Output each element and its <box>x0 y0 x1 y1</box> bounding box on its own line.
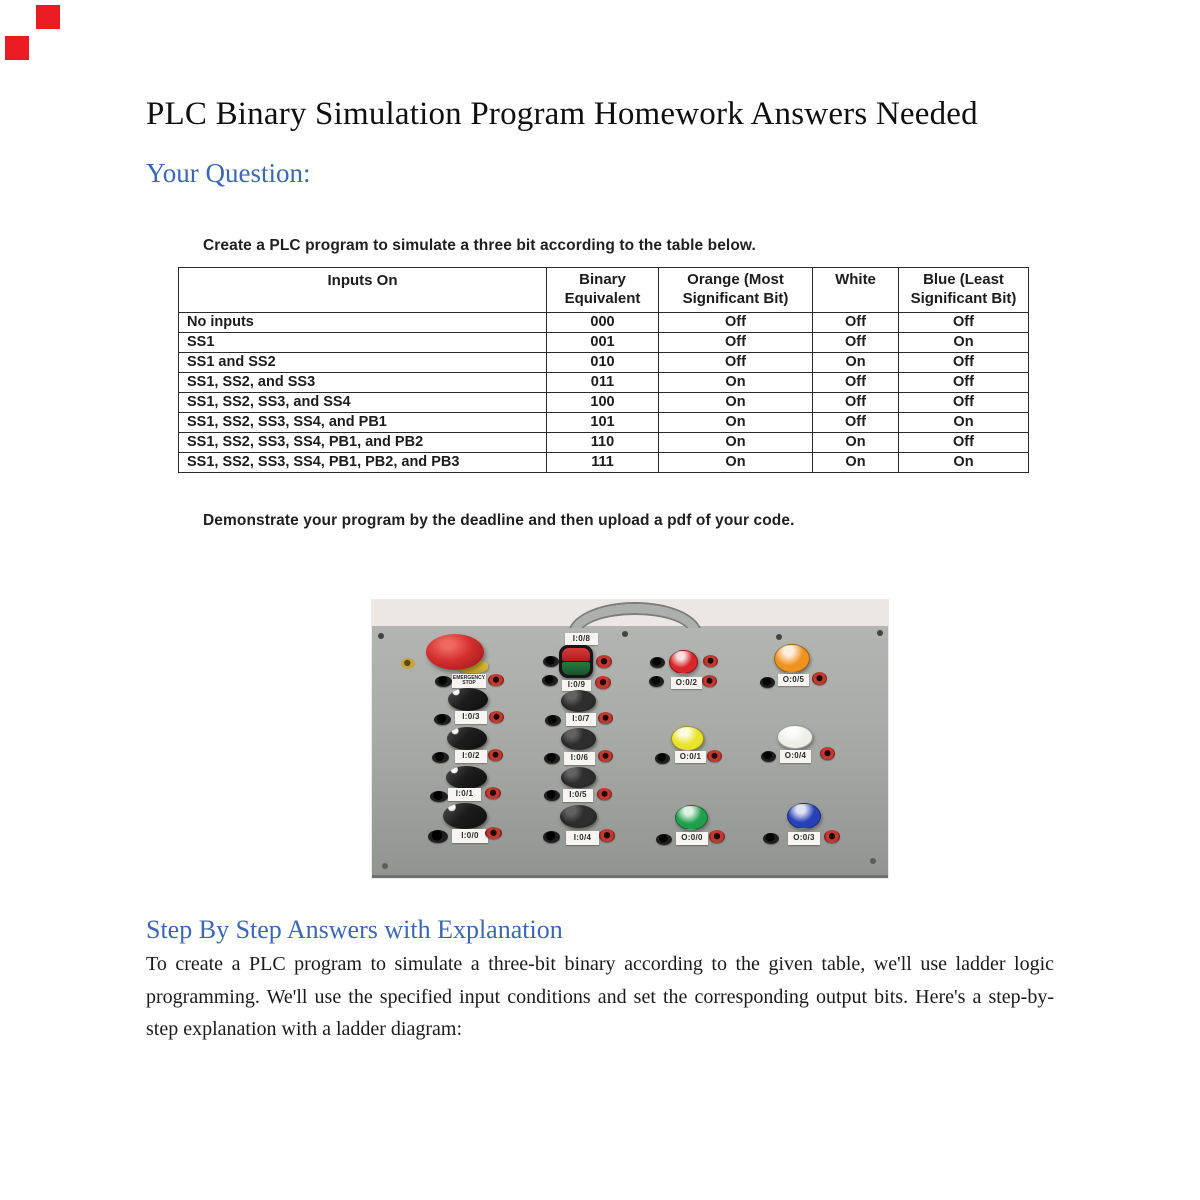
red-jack-icon[interactable] <box>598 712 613 724</box>
table-row <box>179 413 1029 433</box>
red-jack-icon[interactable] <box>707 750 722 762</box>
pilot-light-label: O:0/0 <box>676 832 708 845</box>
pilot-light-orange <box>774 644 810 673</box>
table-cell: SS1 <box>179 333 547 353</box>
table-cell: On <box>899 413 1029 433</box>
pilot-light-green <box>675 805 708 830</box>
red-jack-icon[interactable] <box>812 672 827 685</box>
table-cell: On <box>899 333 1029 353</box>
table-cell: Off <box>899 353 1029 373</box>
screw-icon <box>870 858 876 864</box>
table-cell: 100 <box>547 393 659 413</box>
table-row <box>179 313 1029 333</box>
question-intro: Create a PLC program to simulate a three bit according to the table below. <box>203 237 756 254</box>
dual-button-bottom-label: I:0/9 <box>562 680 591 691</box>
red-jack-icon[interactable] <box>488 749 503 761</box>
table-cell: 011 <box>547 373 659 393</box>
table-cell: On <box>899 453 1029 473</box>
red-jack-icon[interactable] <box>595 676 611 689</box>
red-jack-icon[interactable] <box>598 750 613 762</box>
black-jack-icon[interactable] <box>435 676 452 687</box>
pilot-light-label: O:0/5 <box>778 674 809 686</box>
table-cell: Off <box>659 313 813 333</box>
red-jack-icon[interactable] <box>709 830 725 843</box>
selector-label: I:0/3 <box>455 711 487 724</box>
pilot-light-label: O:0/2 <box>671 677 702 689</box>
table-cell: 110 <box>547 433 659 453</box>
answer-heading: Step By Step Answers with Explanation <box>146 915 563 944</box>
table-cell: On <box>659 373 813 393</box>
pilot-light-label: O:0/4 <box>780 750 811 763</box>
selector-switch-ss4[interactable] <box>448 688 488 711</box>
selector-switch-ss2[interactable] <box>446 766 487 789</box>
screw-icon <box>378 633 384 639</box>
col-header-blue: Blue (Least Significant Bit) <box>899 268 1029 313</box>
table-cell: 010 <box>547 353 659 373</box>
col-header-binary: Binary Equivalent <box>547 268 659 313</box>
black-jack-icon[interactable] <box>655 753 670 764</box>
table-cell: Off <box>813 313 899 333</box>
black-jack-icon[interactable] <box>760 677 775 688</box>
selector-label: I:0/2 <box>455 750 487 763</box>
stop-button-half[interactable] <box>562 648 590 661</box>
table-row <box>179 433 1029 453</box>
red-jack-icon[interactable] <box>599 829 615 842</box>
plc-panel-photo <box>372 600 888 878</box>
black-jack-icon[interactable] <box>649 676 664 687</box>
dual-start-stop-button[interactable] <box>559 645 593 678</box>
table-cell: Off <box>813 413 899 433</box>
pushbutton-label: I:0/6 <box>564 752 595 765</box>
truth-table <box>178 267 1029 473</box>
screw-icon <box>382 863 388 869</box>
red-jack-icon[interactable] <box>702 675 717 687</box>
black-jack-icon[interactable] <box>434 714 451 725</box>
table-cell: Off <box>899 373 1029 393</box>
pushbutton-label: I:0/5 <box>563 789 593 802</box>
col-header-white: White <box>813 268 899 313</box>
selector-switch-ss3[interactable] <box>447 727 487 750</box>
answer-paragraph: To create a PLC program to simulate a three-bit binary according to the given table, we'll use ladder logic programming. We'll use the specified input conditions and set the corresponding output bits. Here's a step-by-step explanation with a ladder diagram: <box>146 953 1054 1041</box>
pushbutton-label: I:0/7 <box>566 713 596 726</box>
red-jack-icon[interactable] <box>824 830 840 843</box>
table-cell: Off <box>659 353 813 373</box>
table-cell: On <box>659 393 813 413</box>
pilot-light-red <box>669 650 698 674</box>
pushbutton-pb1[interactable] <box>560 805 597 828</box>
table-cell: Off <box>899 393 1029 413</box>
table-cell: SS1, SS2, SS3, SS4, PB1, and PB2 <box>179 433 547 453</box>
panel-handle-icon <box>568 602 702 628</box>
black-jack-icon[interactable] <box>763 833 779 844</box>
pushbutton-label: I:0/4 <box>566 831 599 845</box>
table-cell: On <box>659 453 813 473</box>
pilot-light-blue <box>787 803 821 829</box>
question-heading: Your Question: <box>146 158 311 188</box>
table-cell: Off <box>899 433 1029 453</box>
red-jack-icon[interactable] <box>488 674 504 686</box>
page-title: PLC Binary Simulation Program Homework Answers Needed <box>146 96 978 132</box>
black-jack-icon[interactable] <box>430 791 448 802</box>
black-jack-icon[interactable] <box>432 752 449 763</box>
estop-label: EMERGENCY STOP <box>452 674 486 686</box>
start-button-half[interactable] <box>562 662 590 675</box>
corner-mark-top <box>36 5 60 29</box>
black-jack-icon[interactable] <box>428 830 448 843</box>
pushbutton-pb3[interactable] <box>561 728 596 750</box>
table-cell: 000 <box>547 313 659 333</box>
black-jack-icon[interactable] <box>545 715 561 726</box>
table-cell: Off <box>813 373 899 393</box>
table-cell: Off <box>813 333 899 353</box>
red-jack-icon[interactable] <box>820 747 835 760</box>
table-header-row <box>179 268 1029 313</box>
table-cell: Off <box>659 333 813 353</box>
table-cell: 001 <box>547 333 659 353</box>
table-cell: On <box>659 433 813 453</box>
pilot-light-white <box>777 725 813 749</box>
table-cell: Off <box>813 393 899 413</box>
col-header-orange: Orange (Most Significant Bit) <box>659 268 813 313</box>
black-jack-icon[interactable] <box>544 790 560 801</box>
table-row <box>179 393 1029 413</box>
gold-jack-icon <box>401 658 415 669</box>
table-cell: SS1, SS2, SS3, SS4, and PB1 <box>179 413 547 433</box>
red-jack-icon[interactable] <box>597 788 612 800</box>
red-jack-icon[interactable] <box>489 711 504 723</box>
table-cell: On <box>813 353 899 373</box>
black-jack-icon[interactable] <box>650 657 665 668</box>
table-cell: 111 <box>547 453 659 473</box>
black-jack-icon[interactable] <box>543 831 560 843</box>
red-jack-icon[interactable] <box>485 787 501 799</box>
table-cell: Off <box>899 313 1029 333</box>
table-cell: On <box>813 453 899 473</box>
screw-icon <box>877 630 883 636</box>
table-cell: 101 <box>547 413 659 433</box>
pilot-light-label: O:0/1 <box>675 751 706 763</box>
black-jack-icon[interactable] <box>544 753 560 764</box>
table-cell: SS1 and SS2 <box>179 353 547 373</box>
selector-label: I:0/0 <box>452 829 488 843</box>
table-row <box>179 353 1029 373</box>
table-cell: SS1, SS2, and SS3 <box>179 373 547 393</box>
table-cell: SS1, SS2, SS3, and SS4 <box>179 393 547 413</box>
black-jack-icon[interactable] <box>656 834 672 845</box>
screw-icon <box>776 634 782 640</box>
emergency-stop-button[interactable] <box>426 634 484 670</box>
corner-mark-left <box>5 36 29 60</box>
table-row <box>179 453 1029 473</box>
red-jack-icon[interactable] <box>485 827 502 839</box>
table-row <box>179 373 1029 393</box>
col-header-inputs-on: Inputs On <box>179 268 547 313</box>
black-jack-icon[interactable] <box>542 675 558 686</box>
pushbutton-pb4[interactable] <box>561 690 596 712</box>
question-outro: Demonstrate your program by the deadline and then upload a pdf of your code. <box>203 512 795 529</box>
table-cell: On <box>659 413 813 433</box>
table-cell: SS1, SS2, SS3, SS4, PB1, PB2, and PB3 <box>179 453 547 473</box>
red-jack-icon[interactable] <box>703 655 718 667</box>
black-jack-icon[interactable] <box>761 751 776 762</box>
red-jack-icon[interactable] <box>596 655 612 668</box>
table-cell: On <box>813 433 899 453</box>
black-jack-icon[interactable] <box>543 656 559 667</box>
dual-button-top-label: I:0/8 <box>565 633 598 645</box>
selector-label: I:0/1 <box>448 788 481 801</box>
screw-icon <box>622 631 628 637</box>
table-row <box>179 333 1029 353</box>
pilot-light-label: O:0/3 <box>788 832 820 845</box>
pilot-light-yellow <box>671 726 704 751</box>
pushbutton-pb2[interactable] <box>561 767 596 788</box>
selector-switch-ss1[interactable] <box>443 803 487 829</box>
table-cell: No inputs <box>179 313 547 333</box>
